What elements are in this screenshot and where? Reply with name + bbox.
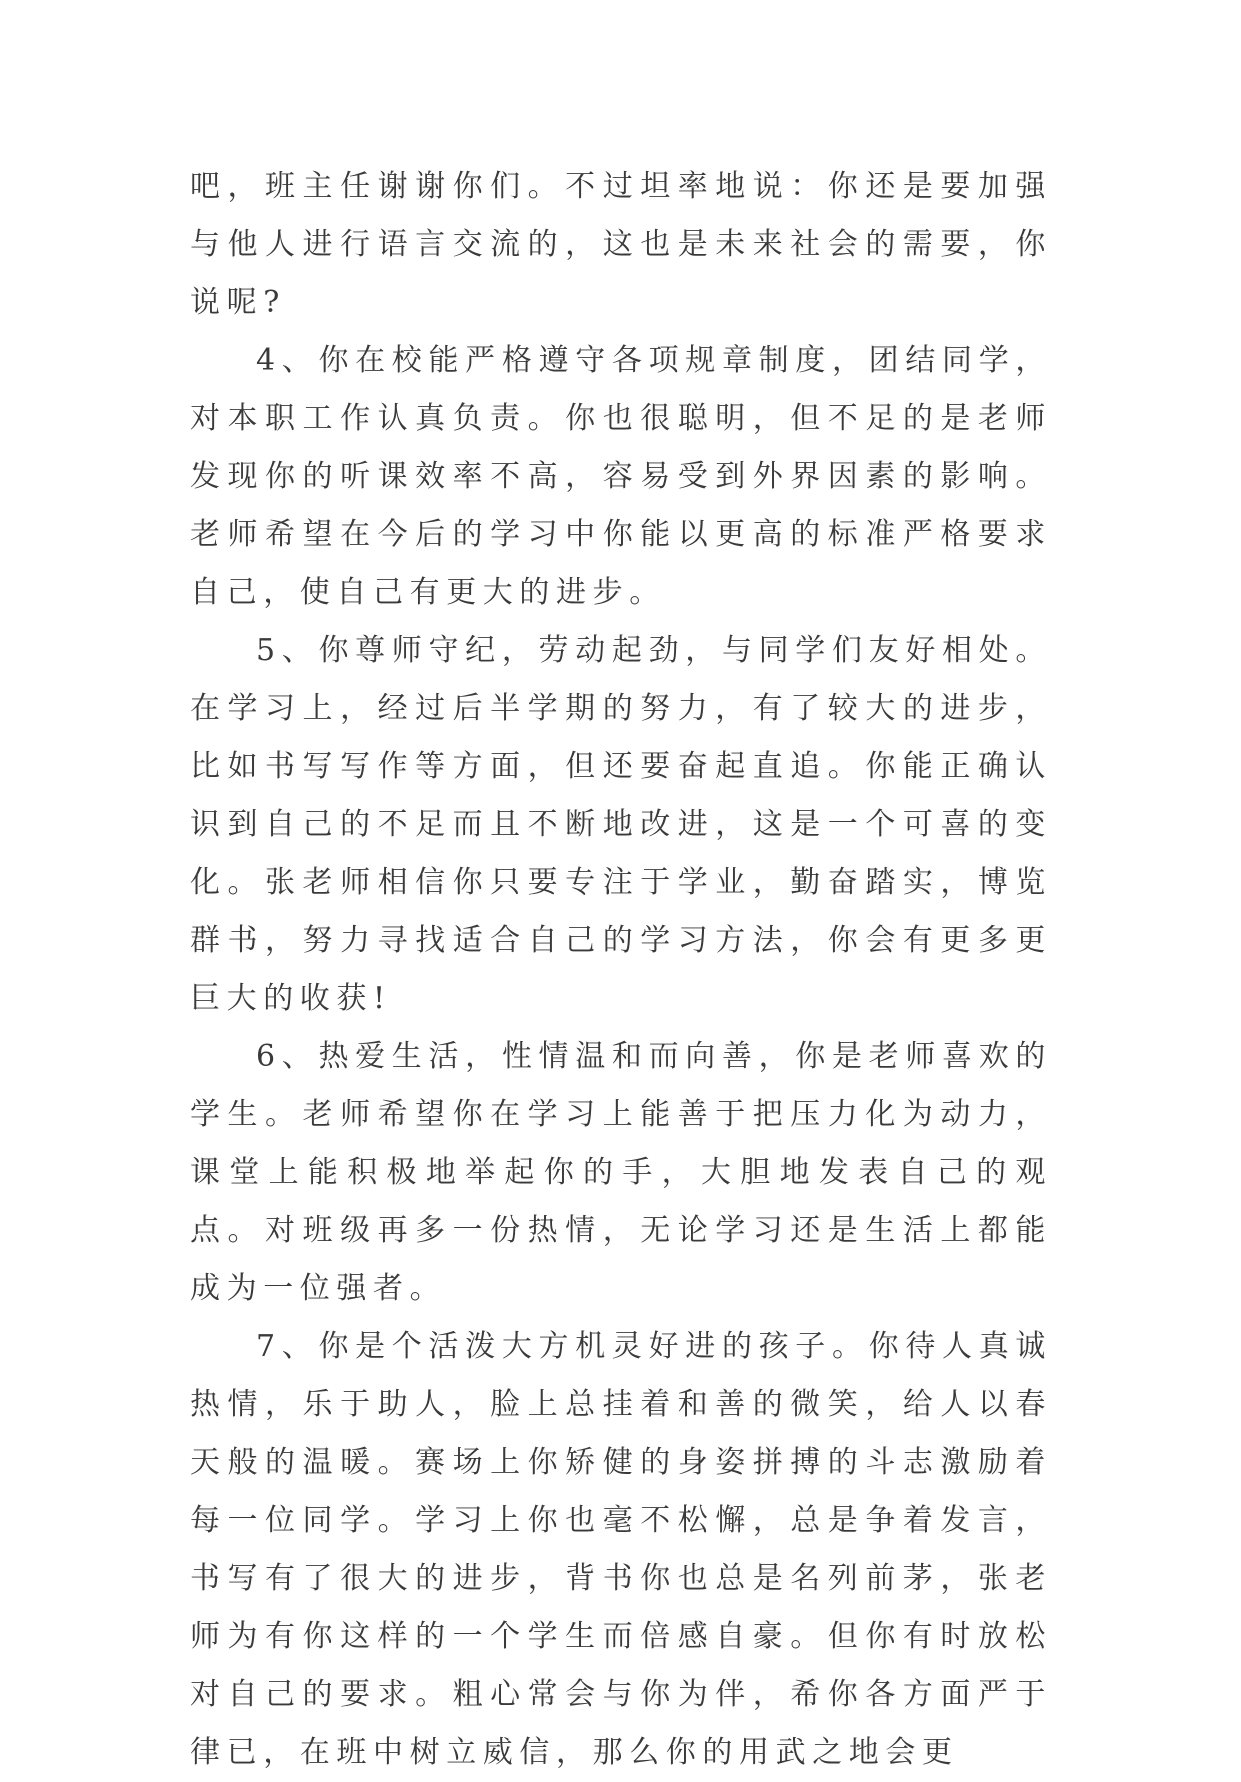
paragraph-continuation: 吧，班主任谢谢你们。不过坦率地说：你还是要加强与他人进行语言交流的，这也是未来社会的需要，你说呢? <box>190 169 1052 320</box>
document-page <box>190 158 1052 1782</box>
paragraph-comment-4: 4、你在校能严格遵守各项规章制度，团结同学，对本职工作认真负责。你也很聪明，但不足的是老师发现你的听课效率不高，容易受到外界因素的影响。老师希望在今后的学习中你能以更高的标准严格要求自己，使自己有更大的进步。 <box>190 343 1052 610</box>
paragraph-comment-5: 5、你尊师守纪，劳动起劲，与同学们友好相处。在学习上，经过后半学期的努力，有了较大的进步，比如书写写作等方面，但还要奋起直追。你能正确认识到自己的不足而且不断地改进，这是一个可喜的变化。张老师相信你只要专注于学业，勤奋踏实，博览群书，努力寻找适合自己的学习方法，你会有更多更巨大的收获! <box>190 633 1052 1016</box>
paragraph-comment-7: 7、你是个活泼大方机灵好进的孩子。你待人真诚热情，乐于助人，脸上总挂着和善的微笑，给人以春天般的温暖。赛场上你矫健的身姿拼搏的斗志激励着每一位同学。学习上你也毫不松懈，总是争着发言，书写有了很大的进步，背书你也总是名列前茅，张老师为有你这样的一个学生而倍感自豪。但你有时放松对自己的要求。粗心常会与你为伴，希你各方面严于律已，在班中树立威信，那么你的用武之地会更 <box>190 1329 1052 1770</box>
paragraph-comment-6: 6、热爱生活，性情温和而向善，你是老师喜欢的学生。老师希望你在学习上能善于把压力化为动力，课堂上能积极地举起你的手，大胆地发表自己的观点。对班级再多一份热情，无论学习还是生活上都能成为一位强者。 <box>190 1039 1052 1306</box>
